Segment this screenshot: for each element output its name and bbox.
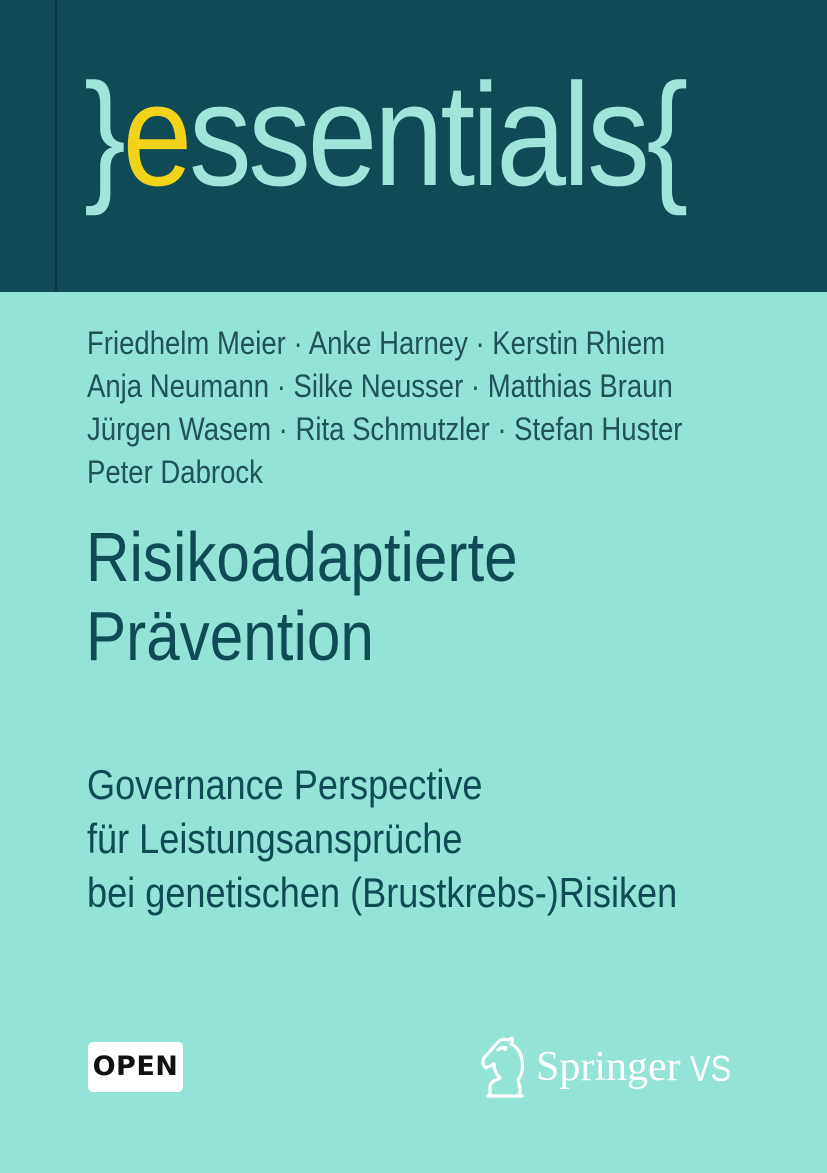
book-title <box>86 518 806 676</box>
series-brace-left: } <box>84 53 123 216</box>
subtitle-line: Governance Perspective <box>87 761 483 808</box>
publisher-name: Springer <box>536 1044 681 1090</box>
title-line: Risikoadaptierte <box>86 518 518 596</box>
springer-horse-icon <box>476 1034 532 1100</box>
subtitle-line: bei genetischen (Brustkrebs-)Risiken <box>87 869 678 916</box>
series-brace-right: { <box>646 53 685 216</box>
open-access-badge: OPEN <box>88 1042 183 1092</box>
series-logo <box>84 40 685 230</box>
author-line: Jürgen Wasem · Rita Schmutzler · Stefan Huster <box>87 411 683 447</box>
author-line: Friedhelm Meier · Anke Harney · Kerstin Rhiem <box>87 325 666 361</box>
author-line: Peter Dabrock <box>87 454 263 490</box>
author-list <box>87 322 787 494</box>
series-header <box>0 0 827 292</box>
publisher-imprint: VS <box>690 1048 732 1089</box>
series-name-rest: ssentials <box>188 53 647 216</box>
title-line: Prävention <box>86 597 374 675</box>
series-accent-letter: e <box>122 53 189 216</box>
author-line: Anja Neumann · Silke Neusser · Matthias Braun <box>87 368 673 404</box>
book-subtitle <box>87 758 807 920</box>
publisher-logo <box>476 1034 756 1100</box>
header-divider <box>55 0 57 292</box>
subtitle-line: für Leistungsansprüche <box>87 815 463 862</box>
